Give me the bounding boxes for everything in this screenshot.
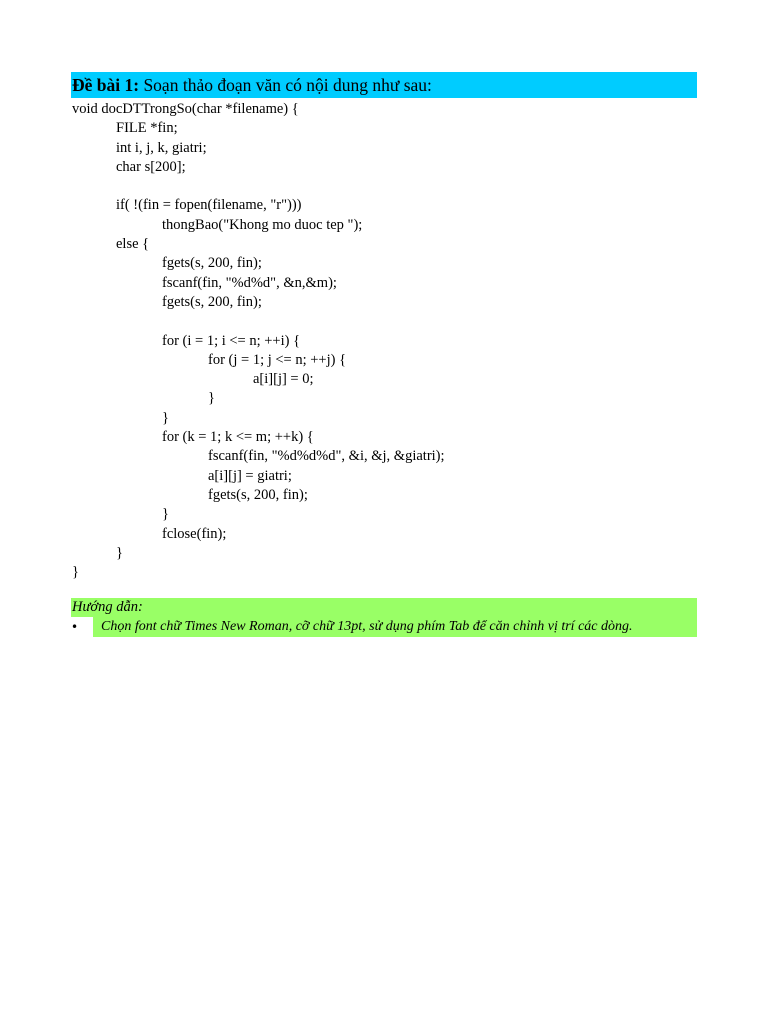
code-line: } (162, 409, 169, 426)
code-line: FILE *fin; (116, 120, 178, 137)
instruction-list-item (71, 617, 697, 637)
code-line: fgets(s, 200, fin); (208, 486, 308, 503)
code-line: for (k = 1; k <= m; ++k) { (162, 429, 314, 446)
code-line: fclose(fin); (162, 525, 227, 542)
code-line: } (208, 390, 215, 407)
instructions-section (71, 598, 697, 637)
code-line: char s[200]; (116, 158, 186, 175)
code-line: if( !(fin = fopen(filename, "r"))) (116, 197, 302, 214)
code-line: fscanf(fin, "%d%d", &n,&m); (162, 274, 337, 291)
code-line: fgets(s, 200, fin); (162, 293, 262, 310)
code-line: } (116, 544, 123, 561)
code-line: else { (116, 236, 150, 253)
code-line: void docDTTrongSo(char *filename) { (72, 101, 299, 117)
code-line: int i, j, k, giatri; (116, 139, 207, 156)
code-line: fscanf(fin, "%d%d%d", &i, &j, &giatri); (208, 448, 445, 465)
code-line-blank (71, 312, 697, 331)
bullet-icon: • (71, 620, 79, 635)
exercise-number: Đề bài 1: (72, 75, 140, 95)
code-line: a[i][j] = 0; (253, 371, 314, 388)
code-line: } (72, 564, 79, 581)
code-line: } (162, 506, 169, 523)
exercise-heading (71, 72, 697, 98)
code-line: for (i = 1; i <= n; ++i) { (162, 332, 301, 349)
code-line: thongBao("Khong mo duoc tep "); (162, 216, 363, 233)
code-line: fgets(s, 200, fin); (162, 255, 262, 272)
code-block (71, 100, 697, 582)
instructions-title: Hướng dẫn: (71, 598, 697, 617)
document-page (71, 72, 697, 637)
instruction-text: Chọn font chữ Times New Roman, cỡ chữ 13pt, sử dụng phím Tab để căn chỉnh vị trí các dòng. (93, 617, 697, 637)
code-line: a[i][j] = giatri; (208, 467, 292, 484)
exercise-title: Soạn thảo đoạn văn có nội dung như sau: (139, 75, 432, 95)
code-line-blank (71, 177, 697, 196)
code-line: for (j = 1; j <= n; ++j) { (208, 351, 347, 368)
